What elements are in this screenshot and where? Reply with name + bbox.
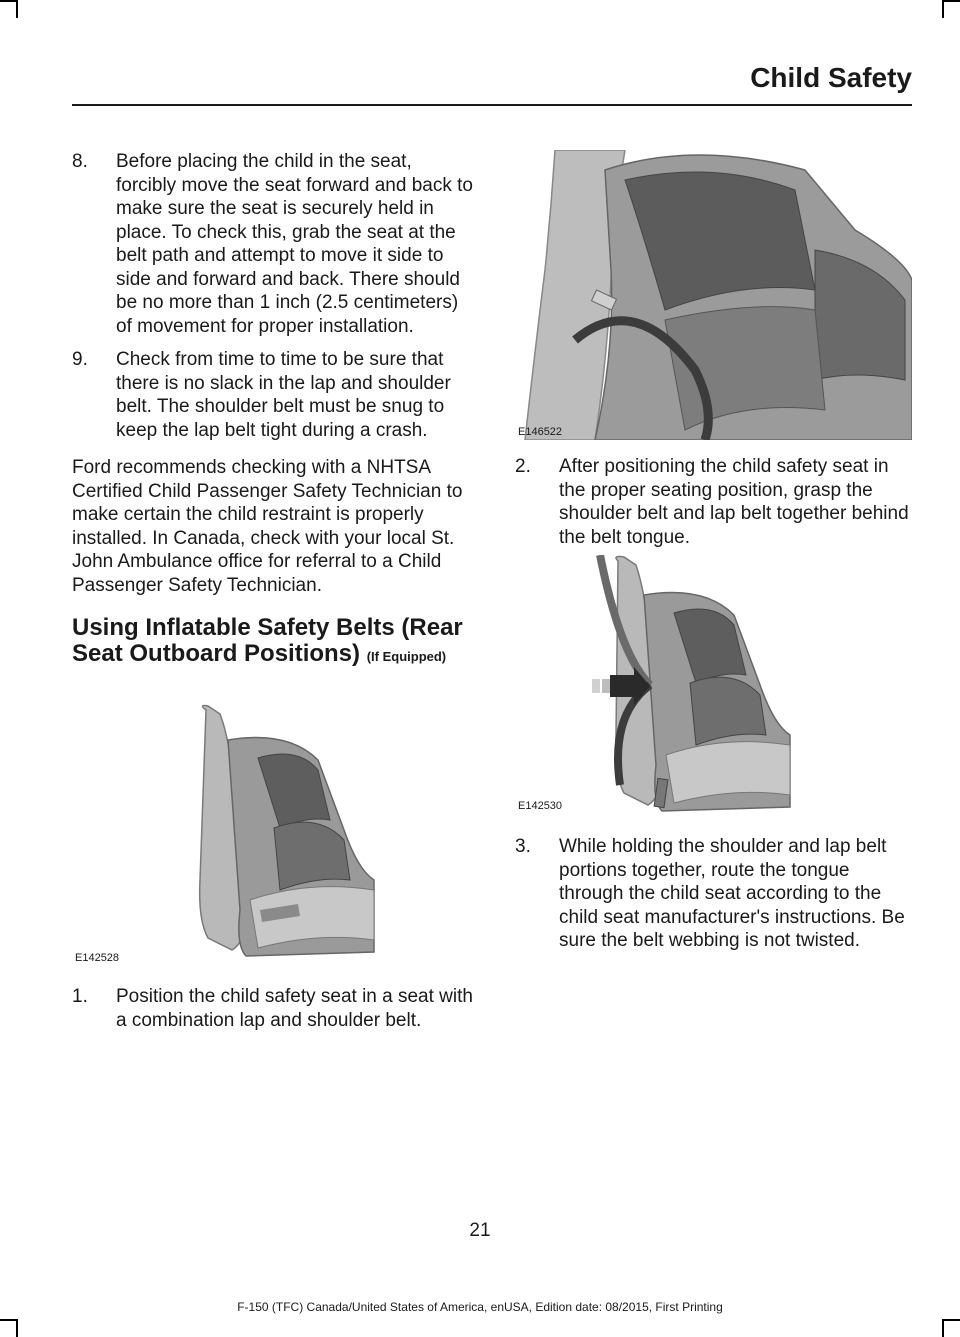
section-heading <box>72 615 477 670</box>
right-column <box>515 455 912 559</box>
crop-mark <box>942 1319 960 1321</box>
crop-mark <box>16 1319 18 1337</box>
list-number: 8. <box>72 151 88 172</box>
left-column-lower <box>72 985 477 1042</box>
child-seat-closeup-illustration <box>515 150 912 440</box>
edition-footer: F-150 (TFC) Canada/United States of America, enUSA, Edition date: 08/2015, First Printing <box>237 1300 723 1314</box>
section-heading-qualifier: (If Equipped) <box>366 649 447 664</box>
crop-mark <box>942 1319 944 1337</box>
left-column <box>72 150 477 670</box>
child-seat-illustration <box>168 700 388 960</box>
list-number: 2. <box>515 456 531 477</box>
list-text: Before placing the child in the seat, forcibly move the seat forward and back to make sure the seat is securely held in place. To check this, grab the seat at the belt path and attempt to move it side to side and forward and back. There should be no more than 1 inch (2.5 centimeters) of movement for proper installation. <box>116 151 473 337</box>
section-heading-text: Using Inflatable Safety Belts (Rear Seat Outboard Positions) <box>72 614 463 667</box>
list-text: Position the child safety seat in a seat with a combination lap and shoulder belt. <box>116 986 473 1031</box>
list-text: After positioning the child safety seat in the proper seating position, grasp the shoulder belt and lap belt together behind the belt tongue. <box>559 456 909 548</box>
header-divider <box>72 104 912 106</box>
crop-mark <box>16 0 18 18</box>
list-number: 9. <box>72 349 88 370</box>
list-number: 3. <box>515 836 531 857</box>
figure-code: E142528 <box>75 952 120 964</box>
list-text: While holding the shoulder and lap belt portions together, route the tongue through the child seat according to the child seat manufacturer's instructions. Be sure the belt webbing is not twisted. <box>559 836 905 951</box>
crop-mark <box>942 0 944 18</box>
crop-mark <box>942 0 960 2</box>
crop-mark <box>0 1319 18 1321</box>
right-column-lower <box>515 835 912 963</box>
list-text: Check from time to time to be sure that there is no slack in the lap and shoulder belt. The shoulder belt must be snug to keep the lap belt tight during a crash. <box>116 349 451 441</box>
list-number: 1. <box>72 986 88 1007</box>
body-paragraph: Ford recommends checking with a NHTSA Certified Child Passenger Safety Technician to make certain the child restraint is properly installed. In Canada, check with your local St. John Ambulance office for referral to a Child Passenger Safety Technician. <box>72 457 463 596</box>
figure-code: E146522 <box>518 426 563 438</box>
list-item <box>72 348 477 442</box>
figure-code: E142530 <box>518 800 563 812</box>
list-item <box>72 150 477 338</box>
list-item <box>515 455 912 549</box>
belt-routing-illustration <box>590 555 805 815</box>
page-number: 21 <box>469 1220 491 1241</box>
list-item <box>72 985 477 1032</box>
list-item <box>515 835 912 953</box>
page-title: Child Safety <box>750 62 912 93</box>
